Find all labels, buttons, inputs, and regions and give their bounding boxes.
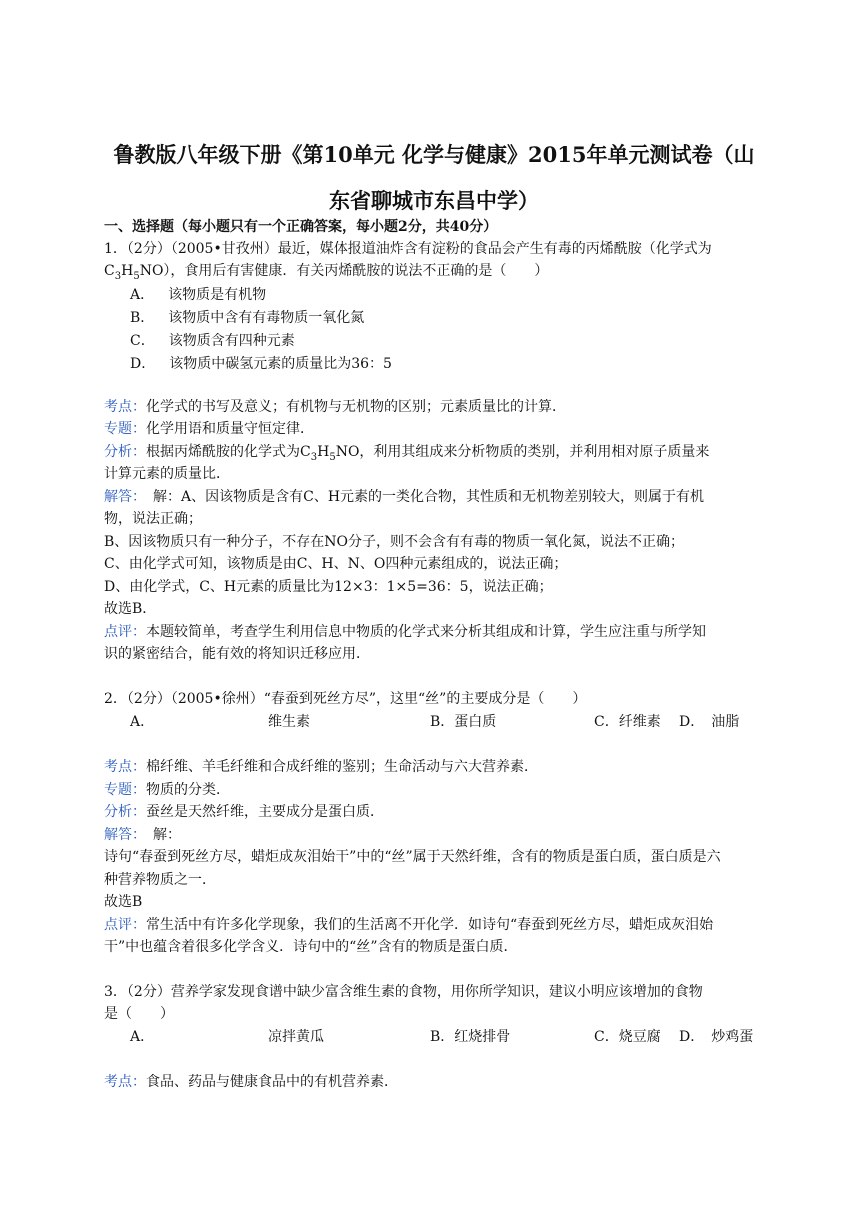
- q1-jieda-5: D、由化学式，C、H元素的质量比为12×3：1×5=36：5，说法正确；: [104, 579, 553, 595]
- q1-kaodian: 考点：化学式的书写及意义；有机物与无机物的区别；元素质量比的计算．: [104, 399, 566, 415]
- section-heading: 一、选择题（每小题只有一个正确答案，每小题2分，共40分）: [104, 219, 498, 235]
- q3-kaodian: 考点：食品、药品与健康食品中的有机营养素．: [104, 1074, 398, 1090]
- question-1-option-a: A． 该物质是有机物: [130, 287, 267, 303]
- q2-jieda-2: 诗句“春蚕到死丝方尽，蜡炬成灰泪始干”中的“丝”属于天然纤维，含有的物质是蛋白质，蛋白质是六: [104, 849, 721, 865]
- question-2-option-c: C．纤维素: [594, 714, 661, 730]
- q2-kaodian: 考点：棉纤维、羊毛纤维和合成纤维的鉴别；生命活动与六大营养素．: [104, 759, 538, 775]
- q1-jieda-4: C、由化学式可知，该物质是由C、H、N、O四种元素组成的，说法正确；: [104, 556, 568, 572]
- question-3-stem-cont: 是（ ）: [104, 1006, 174, 1022]
- question-3-option-d: D． 炒鸡蛋: [679, 1029, 754, 1045]
- question-1-option-b: B． 该物质中含有有毒物质一氧化氮: [130, 310, 365, 326]
- q1-jieda-2: 物，说法正确；: [104, 511, 202, 527]
- question-3-stem: 3．（2分）营养学家发现食谱中缺少富含维生素的食物，用你所学知识，建议小明应该增加的食物: [104, 984, 703, 1000]
- question-1-stem-cont: $C_3H_5NO$），食用后有害健康．有关丙烯酰胺的说法不正确的是（ ）: [104, 263, 549, 282]
- title-line-1: 鲁教版八年级下册《第10单元 化学与健康》2015年单元测试卷（山: [113, 142, 755, 167]
- q2-dianping-2: 干”中也蕴含着很多化学含义．诗句中的“丝”含有的物质是蛋白质．: [104, 939, 518, 955]
- question-2-option-a: 维生素: [268, 714, 310, 730]
- question-2-option-d: D． 油脂: [679, 714, 740, 730]
- q1-dianping: 点评：本题较简单，考查学生利用信息中物质的化学式来分析其组成和计算，学生应注重与所学知: [104, 624, 706, 640]
- q2-zhuanti: 专题：物质的分类．: [104, 782, 230, 798]
- q1-dianping-2: 识的紧密结合，能有效的将知识迁移应用．: [104, 646, 370, 662]
- q1-jieda-6: 故选B．: [104, 601, 157, 617]
- question-2-option-a-key: A．: [130, 714, 155, 730]
- q1-jieda-3: B、因该物质只有一种分子，不存在NO分子，则不会含有有毒的物质一氧化氮，说法不正确；: [104, 534, 685, 550]
- question-1-stem: 1．（2分）（2005•甘孜州）最近，媒体报道油炸含有淀粉的食品会产生有毒的丙烯酰胺（化学式为: [104, 241, 712, 257]
- q2-jieda: 解答： 解：: [104, 827, 181, 843]
- question-1-option-c: C． 该物质含有四种元素: [130, 333, 295, 349]
- q2-dianping: 点评：常生活中有许多化学现象，我们的生活离不开化学．如诗句“春蚕到死丝方尽，蜡炬成灰泪始: [104, 917, 714, 933]
- q1-jieda: 解答： 解：A、因该物质是含有C、H元素的一类化合物，其性质和无机物差别较大，则属于有机: [104, 489, 705, 505]
- q2-fenxi: 分析：蚕丝是天然纤维，主要成分是蛋白质．: [104, 804, 384, 820]
- q2-jieda-4: 故选B: [104, 894, 143, 910]
- question-1-option-d: D． 该物质中碳氢元素的质量比为36：5: [130, 356, 392, 372]
- q1-zhuanti: 专题：化学用语和质量守恒定律．: [104, 421, 314, 437]
- q1-fenxi-cont: 计算元素的质量比．: [104, 466, 230, 482]
- title-line-2: 东省聊城市东昌中学）: [329, 188, 539, 213]
- q1-fenxi: 分析：根据丙烯酰胺的化学式为$C_3H_5NO$，利用其组成来分析物质的类别，并利用相对原子质量来: [104, 444, 710, 463]
- question-3-option-c: C．烧豆腐: [594, 1029, 661, 1045]
- question-2-stem: 2．（2分）（2005•徐州）“春蚕到死丝方尽”，这里“丝”的主要成分是（ ）: [104, 691, 587, 707]
- question-3-option-a-key: A．: [130, 1029, 155, 1045]
- question-3-option-a: 凉拌黄瓜: [268, 1029, 324, 1045]
- question-3-option-b: B．红烧排骨: [430, 1029, 511, 1045]
- q2-jieda-3: 种营养物质之一．: [104, 872, 216, 888]
- document-title: [104, 132, 764, 224]
- question-2-option-b: B．蛋白质: [430, 714, 497, 730]
